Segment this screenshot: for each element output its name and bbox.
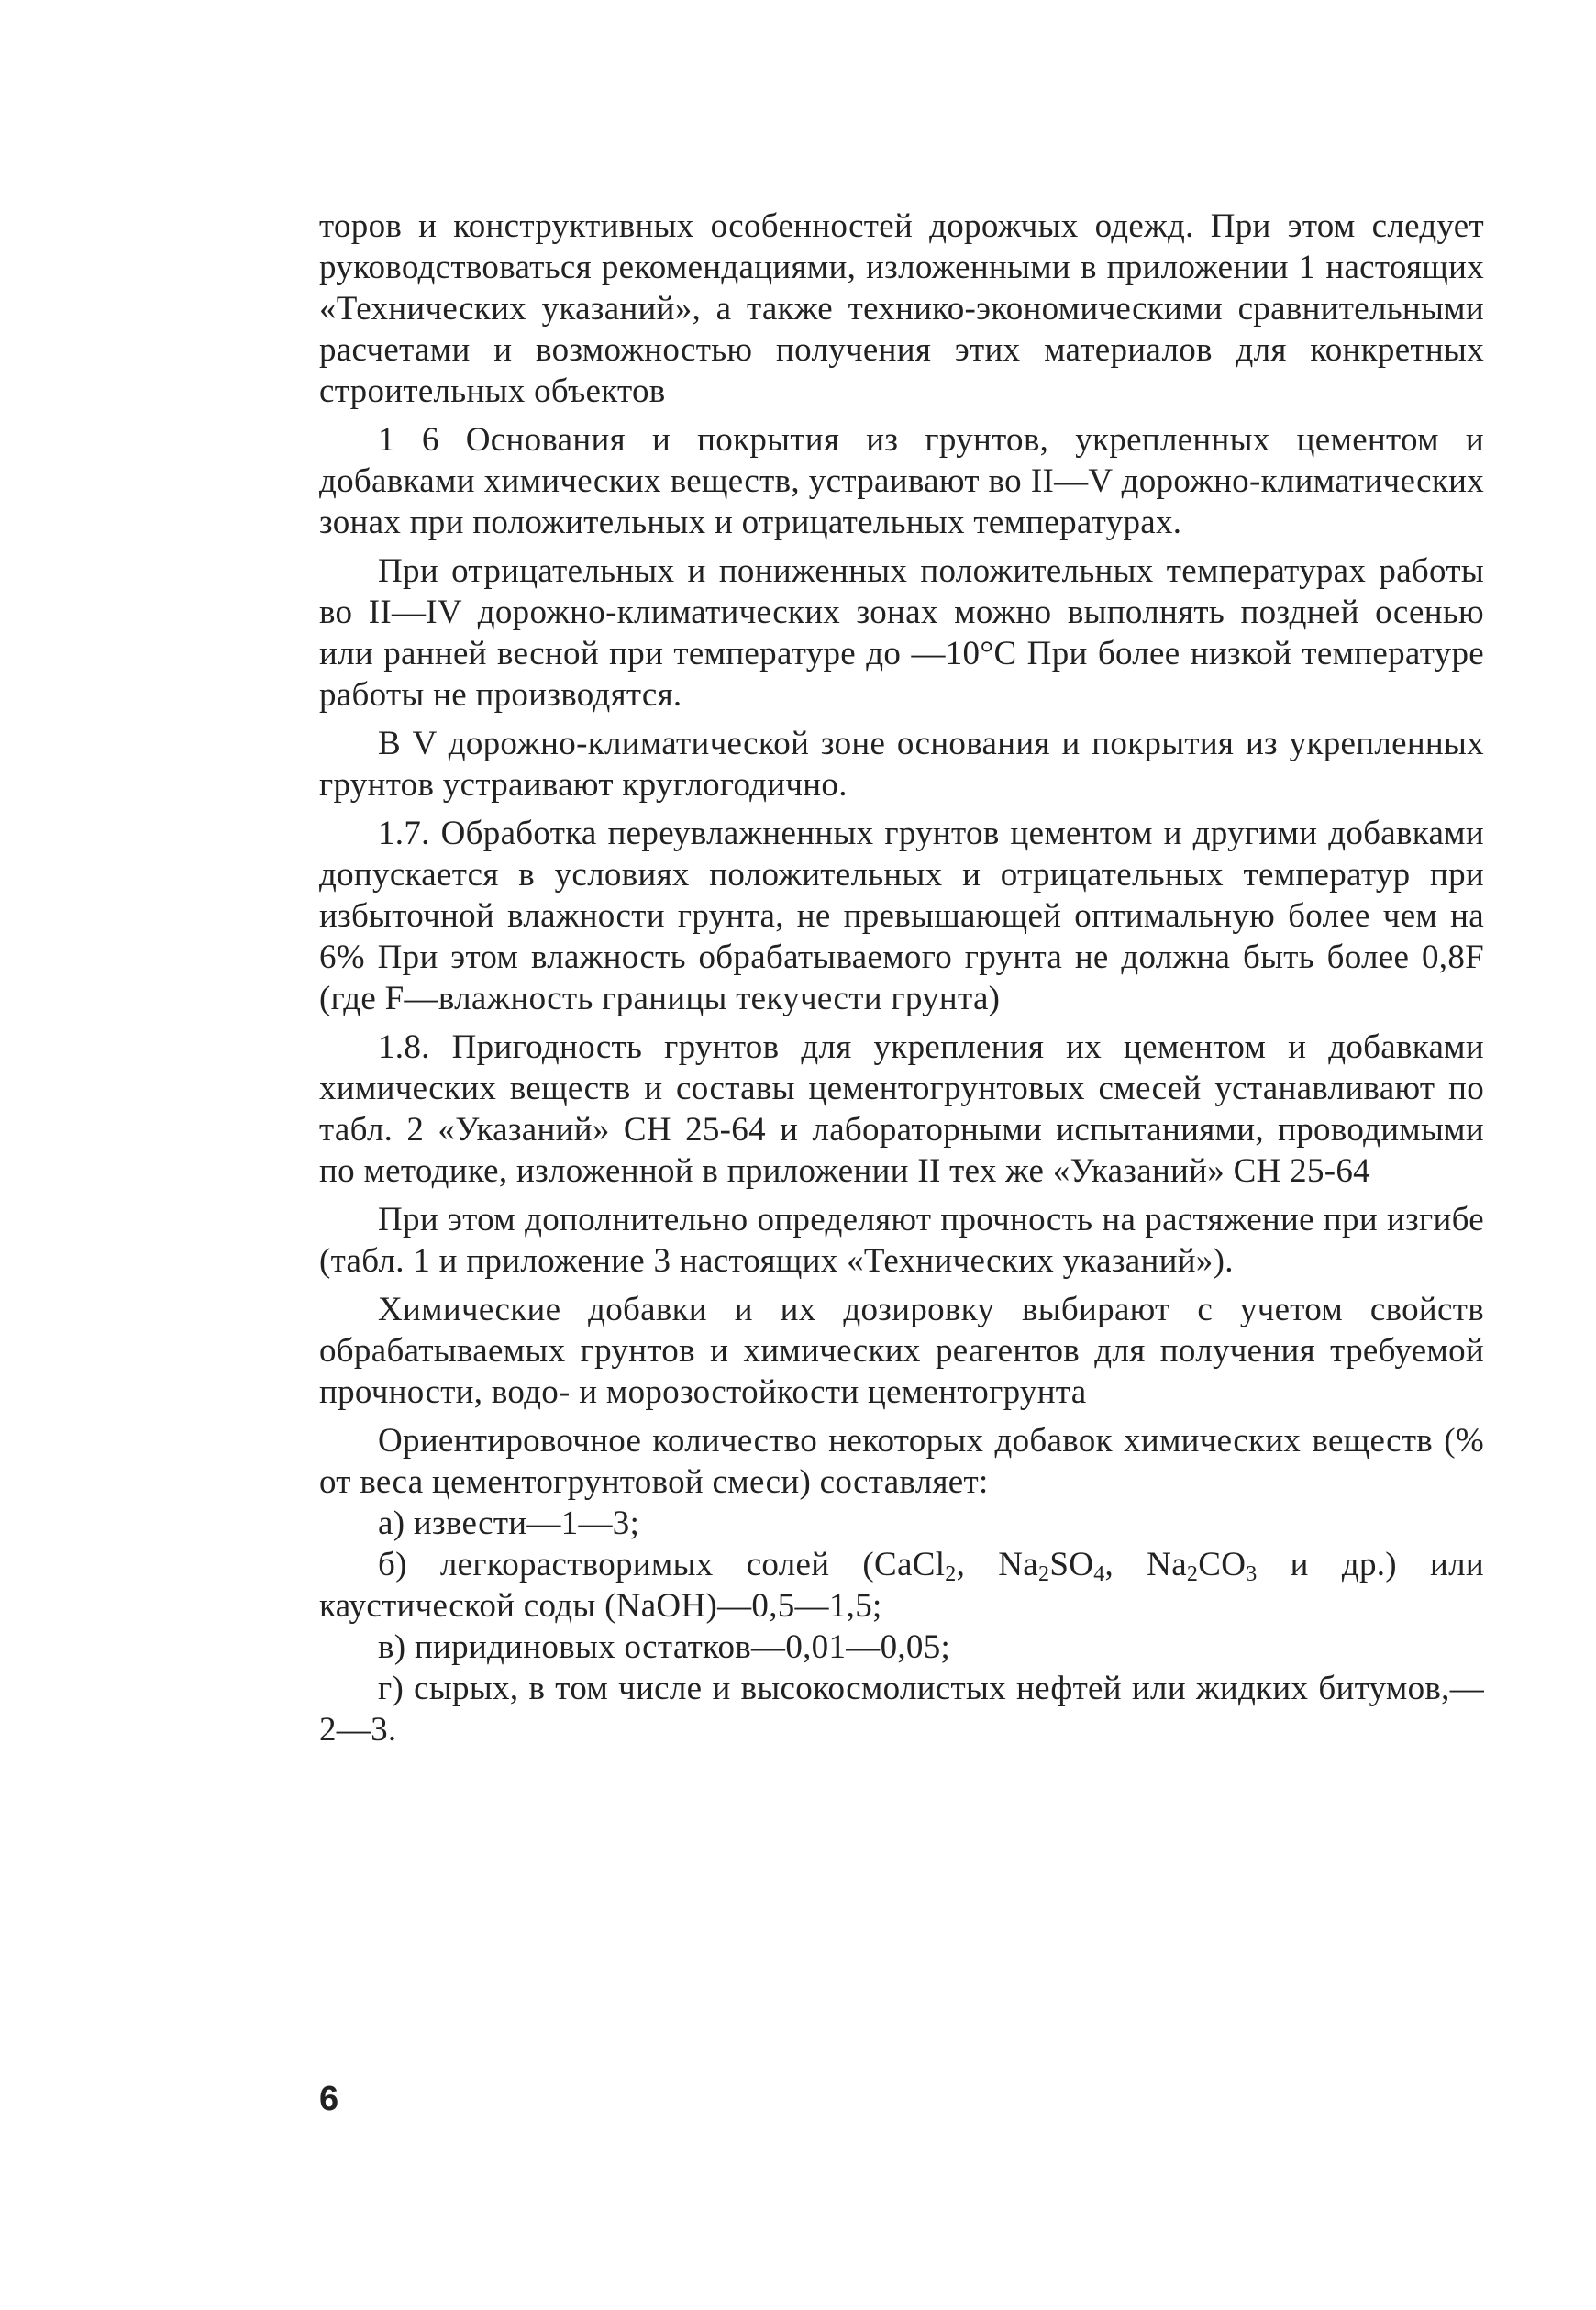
subscript: 2 xyxy=(1038,1562,1050,1586)
list-item-g: г) сырых, в том числе и высокосмолистых нефтей или жидких битумов,—2—3. xyxy=(319,1670,1484,1749)
list-item-v: в) пиридиновых остатков—0,01—0,05; xyxy=(378,1628,951,1666)
subscript: 3 xyxy=(1246,1562,1258,1586)
list-item-b-prefix: б) легкорастворимых солей ( xyxy=(378,1546,875,1583)
separator: , xyxy=(1104,1546,1147,1583)
paragraph-zone-v: В V дорожно-климатической зоне основания и покрытия из укрепленных грунтов устраивают круглогодично. xyxy=(319,725,1484,804)
subscript: 2 xyxy=(945,1562,957,1586)
page-number: 6 xyxy=(319,2080,339,2118)
paragraph-tensile-strength: При этом дополнительно определяют прочность на растяжение при изгибе (табл. 1 и приложение 3 настоящих «Технических указаний»). xyxy=(319,1201,1484,1280)
list-item-a: а) извести—1—3; xyxy=(378,1505,640,1542)
formula-na2co3-co: CO xyxy=(1198,1546,1247,1583)
paragraph-1-6: 1 6 Основания и покрытия из грунтов, укрепленных цементом и добавками химических веществ, устраивают во II—V дорожно-климатических зонах при положительных и отрицательных температурах. xyxy=(319,421,1484,541)
formula-na2so4-so: SO xyxy=(1049,1546,1094,1583)
subscript: 4 xyxy=(1093,1562,1105,1586)
body-text xyxy=(319,205,1484,1750)
subscript: 2 xyxy=(1186,1562,1199,1586)
formula-cacl2: CaCl xyxy=(874,1546,946,1583)
paragraph-continuation: торов и конструктивных особенностей дорожчых одежд. При этом следует руководствоваться рекомендациями, изложенными в приложении 1 настоящих «Технических указаний», а также технико-экономическими сравнительными расчетами и возможностью получения этих материалов для конкретных строительных объектов xyxy=(319,207,1484,410)
list-item-b xyxy=(319,1544,1484,1627)
paragraph-negative-temperatures: При отрицательных и пониженных положительных температурах работы во II—IV дорожно-климатических зонах можно выполнять поздней осенью или ранней весной при температуре до —10°С При более низкой температуре работы не производятся. xyxy=(319,552,1484,714)
paragraph-approximate-quantity: Ориентировочное количество некоторых добавок химических веществ (% от веса цементогрунтовой смеси) составляет: xyxy=(319,1422,1484,1501)
paragraph-1-8: 1.8. Пригодность грунтов для укрепления их цементом и добавками химических веществ и составы цементогрунтовых смесей устанавливают по табл. 2 «Указаний» СН 25-64 и лабораторными испытаниями, проводимыми по методике, изложенной в приложении II тех же «Указаний» СН 25-64 xyxy=(319,1028,1484,1190)
paragraph-chemical-additives: Химические добавки и их дозировку выбирают с учетом свойств обрабатываемых грунтов и химических реагентов для получения требуемой прочности, водо- и морозостойкости цементогрунта xyxy=(319,1291,1484,1411)
separator: , xyxy=(956,1546,999,1583)
formula-na2co3-na: Na xyxy=(1147,1546,1187,1583)
list-item-b-suffix: и др.) или каустической соды (NaOH)—0,5—1,5; xyxy=(319,1546,1484,1625)
formula-na2so4-na: Na xyxy=(998,1546,1038,1583)
paragraph-1-7: 1.7. Обработка переувлажненных грунтов цементом и другими добавками допускается в условиях положительных и отрицательных температур при избыточной влажности грунта, не превышающей оптимальную более чем на 6% При этом влажность обрабатываемого грунта не должна быть более 0,8F (где F—влажность границы текучести грунта) xyxy=(319,815,1484,1017)
